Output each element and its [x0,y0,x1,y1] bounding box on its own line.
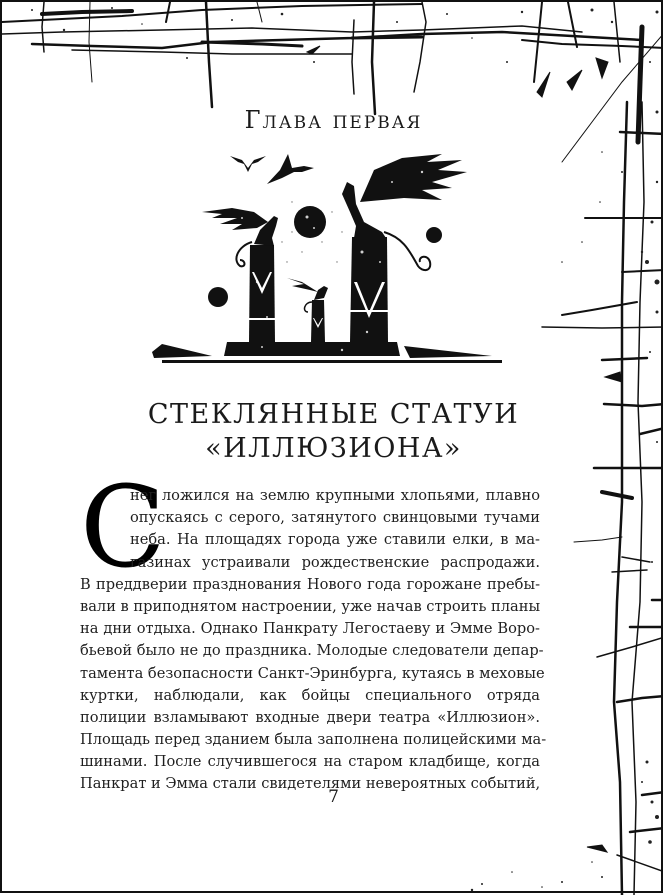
text-line: тамента безопасности Санкт-Эринбурга, кутаясь в меховые [80,664,545,682]
text-line: полиции взламывают входные двери театра «Иллюзион». [80,708,540,726]
moon-icon [294,206,326,238]
page-number: 7 [328,787,339,807]
text-line: опускаясь с серого, затянутого свинцовыми тучами [130,509,540,527]
bat-icon [230,156,266,172]
text-line: Панкрат и Эмма стали свидетелями невероятных событий, [80,775,541,793]
text-line: бьевой было не до праздника. Молодые следователи депар- [80,642,544,660]
chapter-title [2,398,663,466]
text-line: неба. На площадях города уже ставили елки, в ма- [130,531,540,549]
chapter-title-line1: СТЕКЛЯННЫЕ СТАТУИ [147,399,520,430]
text-line: Площадь перед зданием была заполнена полицейскими ма- [80,731,547,749]
chapter-title-line2: «ИЛЛЮЗИОНА» [205,433,462,464]
text-line: на дни отдыха. Однако Панкрату Легостаеву и Эмме Воро- [80,620,540,638]
text-line: куртки, наблюдали, как бойцы специального отряда [80,686,540,704]
moon-icon [208,287,228,307]
chapter-label: Глава первая [244,106,423,134]
body-text [80,485,547,796]
text-line: вали в приподнятом настроении, уже начав строить планы [80,597,541,615]
text-line: газинах устраивали рождественские распродажи. [130,553,540,571]
chapter-illustration [142,142,522,372]
moon-icon [426,227,442,243]
bat-icon [267,154,314,184]
text-line: шинами. После случившегося на старом кладбище, когда [80,753,540,771]
text-line: В преддверии празднования Нового года горожане пребы- [80,575,540,593]
text-line: нег ложился на землю крупными хлопьями, плавно [130,487,540,504]
drop-cap: С [80,463,166,593]
